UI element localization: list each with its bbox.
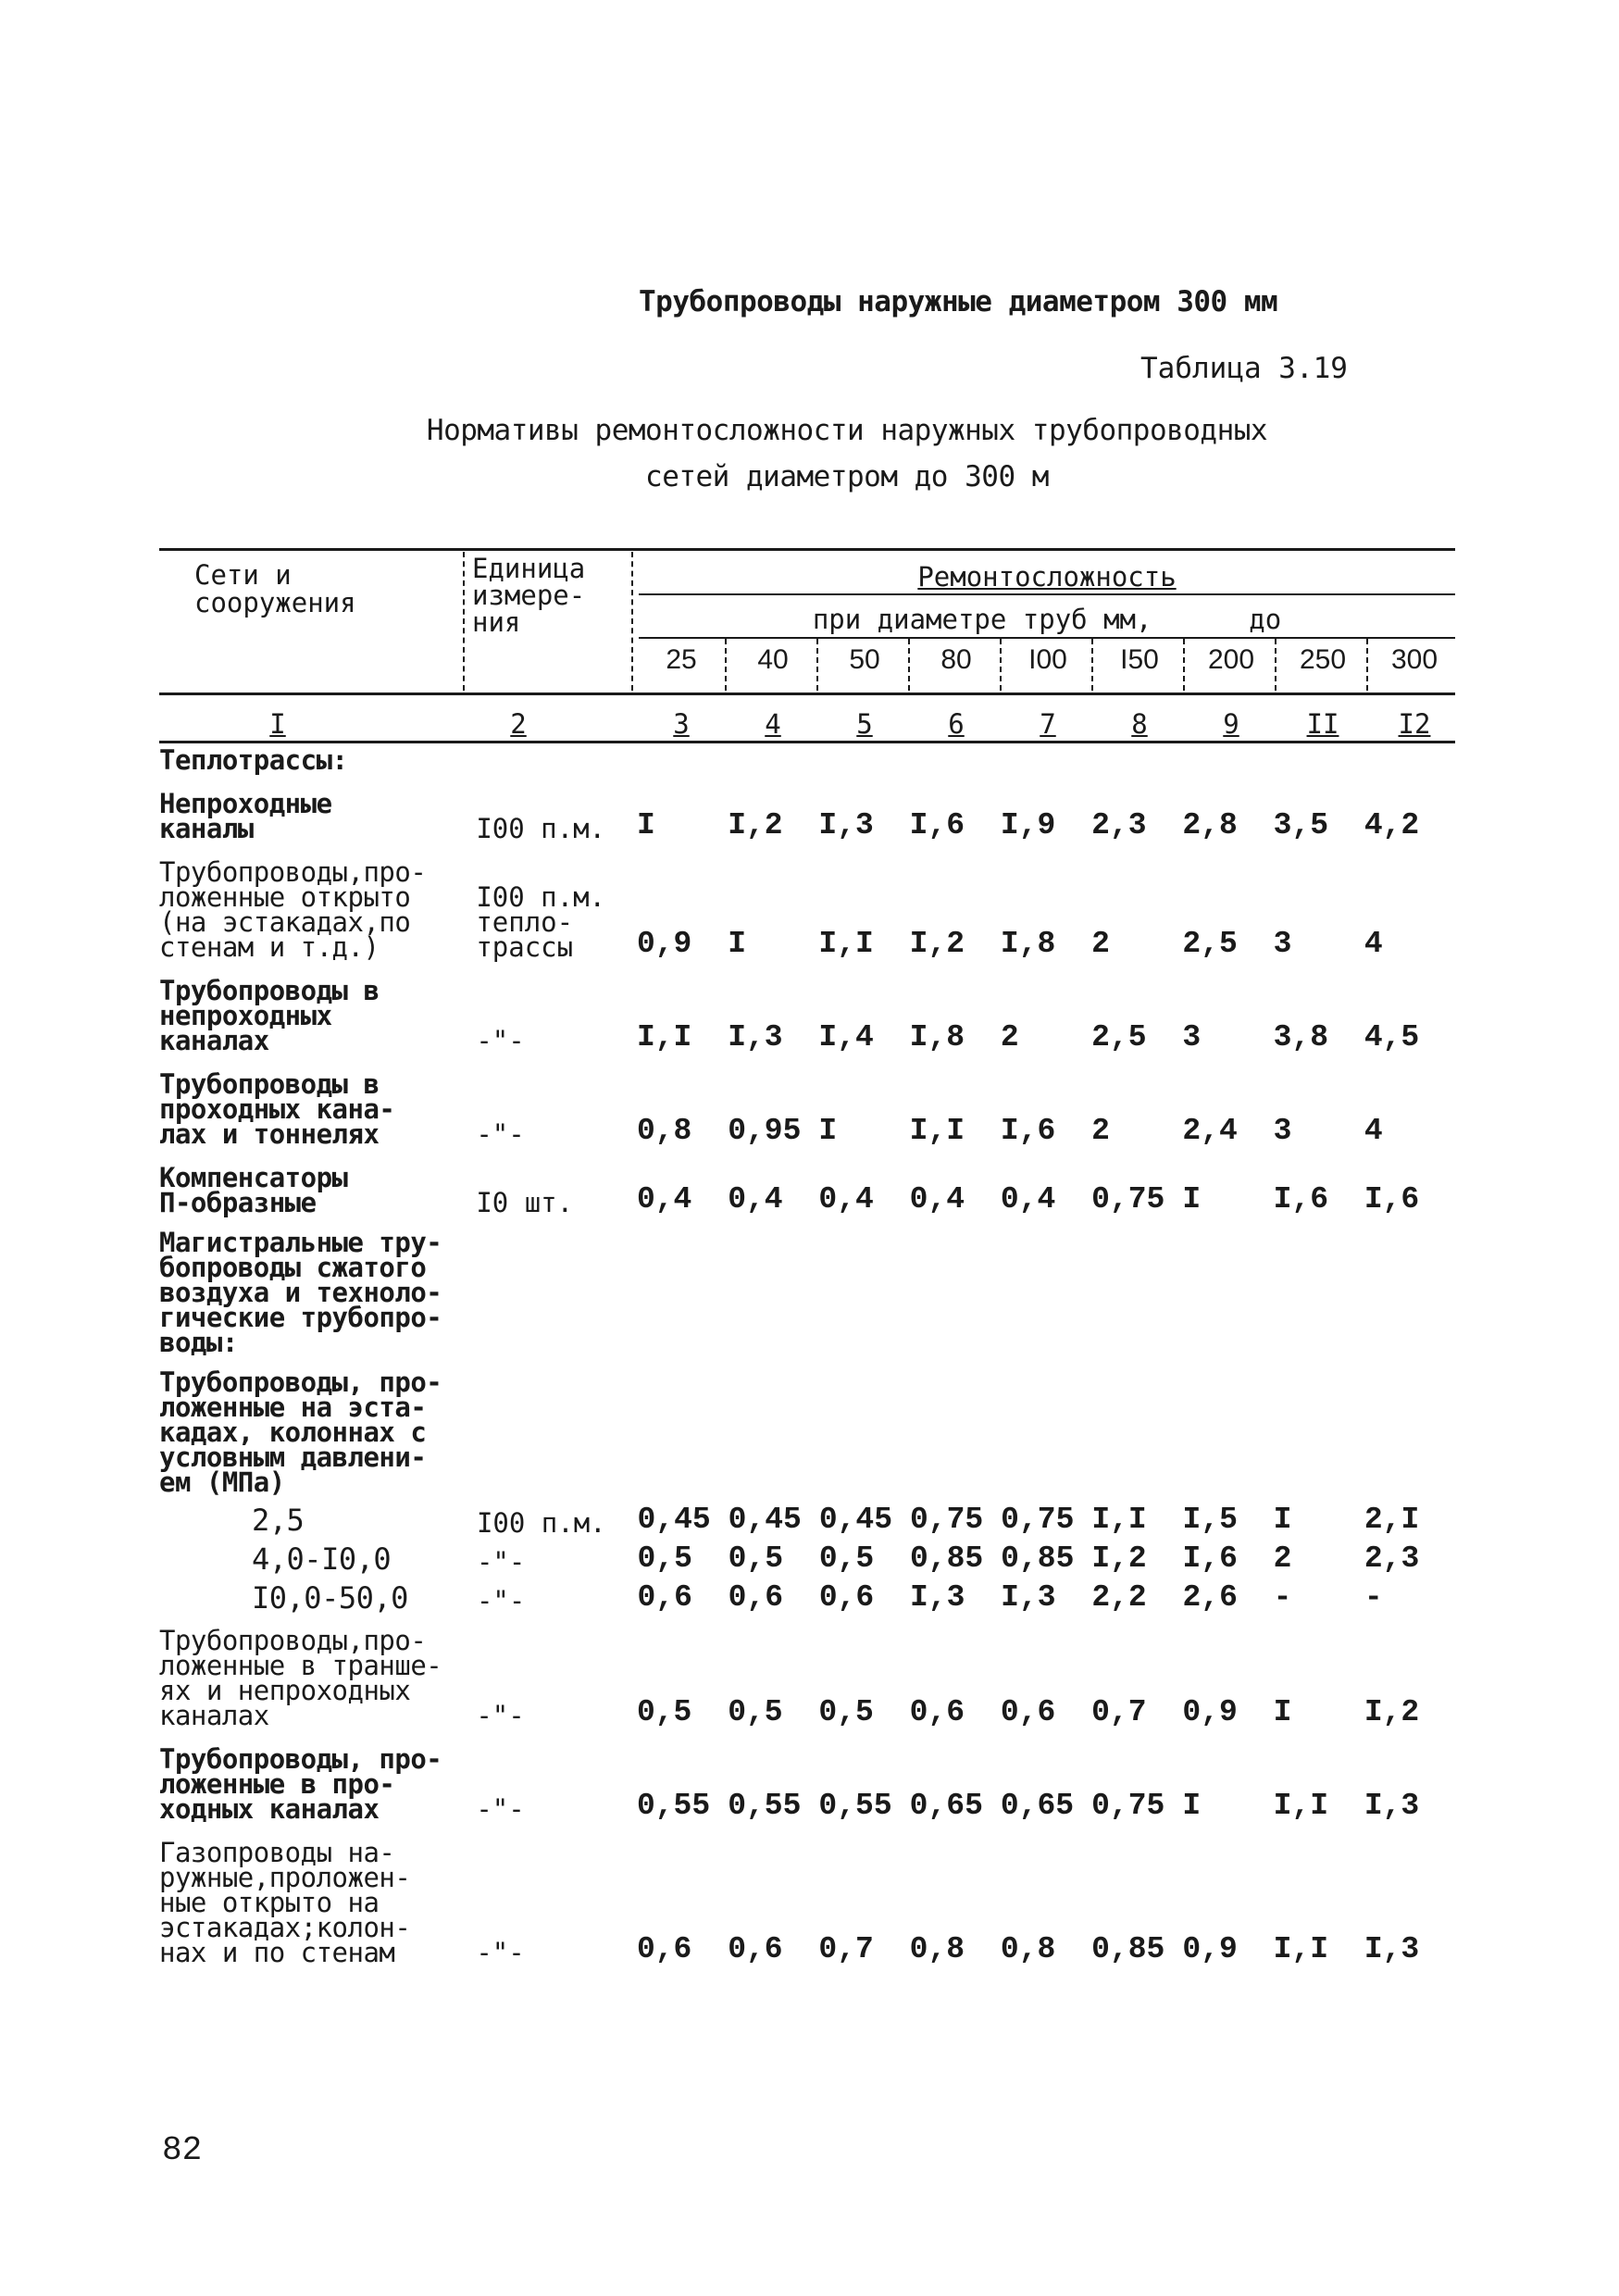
diameter-divider xyxy=(725,639,727,691)
diameter-divider xyxy=(1000,639,1002,691)
column-numbers-rule xyxy=(159,741,1455,743)
row-value: 0,65 xyxy=(1000,1789,1075,1823)
table-row xyxy=(159,1582,1455,1614)
row-unit: -"- xyxy=(476,1793,525,1825)
header-unit: Единица измере- ния xyxy=(472,553,586,638)
table-row xyxy=(159,1068,1455,1150)
row-unit: I0 шт. xyxy=(476,1187,574,1218)
row-value: I,6 xyxy=(909,808,965,842)
row-name: Трубопроводы в проходных кана- лах и тоннелях xyxy=(159,1068,395,1150)
row-value: 0,4 xyxy=(636,1182,692,1217)
row-value: 2,4 xyxy=(1182,1114,1238,1148)
col-divider-2 xyxy=(631,552,633,691)
diameter-header-cell: 25 xyxy=(666,644,697,675)
row-value: 0,75 xyxy=(1091,1789,1165,1823)
row-value: 2 xyxy=(1091,927,1110,961)
row-value: 0,95 xyxy=(728,1114,802,1148)
row-value: 3,8 xyxy=(1273,1020,1329,1054)
row-value: 2,8 xyxy=(1182,808,1238,842)
row-value: I,6 xyxy=(1273,1182,1329,1217)
row-name: Газопроводы на- ружные,проложен- ные открыто на эстакадах;колон- нах и по стенам xyxy=(159,1837,411,1968)
row-value: I,6 xyxy=(1000,1114,1056,1148)
row-value: 3 xyxy=(1273,1114,1292,1148)
row-value: I,2 xyxy=(728,808,783,842)
row-name: Трубопроводы в непроходных каналах xyxy=(159,975,380,1056)
table-row xyxy=(159,1837,1455,1968)
diameter-divider xyxy=(1366,639,1368,691)
row-name: 4,0-I0,0 xyxy=(252,1541,392,1577)
diameter-header-cell: I50 xyxy=(1120,644,1159,675)
row-unit: I00 п.м. xyxy=(476,813,605,844)
row-name: Трубопроводы, про- ложенные в про- ходных каналах xyxy=(159,1743,442,1825)
row-value: 0,7 xyxy=(1091,1695,1147,1729)
diameter-header-cell: 50 xyxy=(849,644,880,675)
column-number: I xyxy=(269,708,286,740)
row-unit: -"- xyxy=(476,1546,526,1578)
row-value: 0,5 xyxy=(818,1695,874,1729)
header-bottom-rule xyxy=(159,693,1455,695)
row-value: 0,8 xyxy=(909,1932,965,1966)
row-unit: I00 п.м. xyxy=(476,1507,606,1539)
diameter-divider xyxy=(908,639,910,691)
diameter-header-cell: 40 xyxy=(757,644,789,675)
page-number: 82 xyxy=(162,2131,203,2169)
row-name: I0,0-50,0 xyxy=(252,1580,408,1616)
header-repair-complexity: Ремонтосложность xyxy=(917,561,1177,593)
row-value: 2,5 xyxy=(1091,1020,1147,1054)
row-value: 0,4 xyxy=(728,1182,783,1217)
row-value: 2,I xyxy=(1364,1503,1420,1537)
diameter-header-cell: I00 xyxy=(1028,644,1067,675)
table-body xyxy=(159,744,1455,1968)
row-value: 0,6 xyxy=(818,1580,875,1615)
column-number: 6 xyxy=(948,708,965,740)
column-number: 5 xyxy=(856,708,873,740)
row-name: Компенсаторы П-образные xyxy=(159,1162,348,1218)
row-value: I xyxy=(1182,1789,1202,1823)
row-value: I,8 xyxy=(1000,927,1056,961)
row-value: 0,5 xyxy=(637,1541,692,1576)
row-value: 0,85 xyxy=(909,1541,984,1576)
row-value: 0,75 xyxy=(1091,1182,1165,1217)
row-value: I xyxy=(818,1114,838,1148)
row-value: 0,65 xyxy=(909,1789,983,1823)
row-value: 0,45 xyxy=(818,1503,893,1537)
diameter-divider xyxy=(1091,639,1093,691)
row-value: 0,85 xyxy=(1091,1932,1165,1966)
row-value: 0,5 xyxy=(728,1695,783,1729)
row-value: 0,75 xyxy=(1001,1503,1075,1537)
row-value: I xyxy=(636,808,655,842)
row-value: 0,6 xyxy=(1000,1695,1056,1729)
row-value: I,6 xyxy=(1364,1182,1420,1217)
row-value: 0,5 xyxy=(728,1541,784,1576)
row-value: 0,45 xyxy=(728,1503,802,1537)
diameter-divider xyxy=(816,639,818,691)
diameter-header-cell: 250 xyxy=(1299,644,1347,675)
row-value: 2 xyxy=(1091,1114,1110,1148)
row-unit: -"- xyxy=(476,1937,525,1968)
row-unit: -"- xyxy=(476,1118,525,1150)
row-value: 0,8 xyxy=(1000,1932,1056,1966)
diameter-header-cell: 80 xyxy=(940,644,972,675)
row-value: 4,5 xyxy=(1364,1020,1420,1054)
table-top-rule xyxy=(159,548,1455,551)
row-value: I,8 xyxy=(909,1020,965,1054)
row-unit: -"- xyxy=(476,1025,525,1056)
row-value: I,2 xyxy=(909,927,965,961)
table-row xyxy=(159,1541,1455,1578)
row-value: I xyxy=(1273,1695,1292,1729)
column-number: 2 xyxy=(510,708,527,740)
row-value: 0,4 xyxy=(818,1182,874,1217)
row-name: Трубопроводы, про- ложенные на эста- кадах, колоннах с условным давлени- ем (МПа) xyxy=(159,1366,442,1498)
row-value: 2 xyxy=(1273,1541,1292,1576)
row-value: 0,9 xyxy=(636,927,692,961)
row-value: 0,6 xyxy=(728,1580,784,1615)
column-number: II xyxy=(1306,708,1339,740)
row-value: I,2 xyxy=(1364,1695,1420,1729)
row-value: I,4 xyxy=(818,1020,874,1054)
diameter-divider xyxy=(1183,639,1185,691)
row-name: Трубопроводы,про- ложенные в транше- ях и непроходных каналах xyxy=(159,1625,442,1731)
row-value: I,3 xyxy=(1364,1932,1420,1966)
row-value: I,6 xyxy=(1182,1541,1238,1576)
row-unit: -"- xyxy=(476,1585,526,1616)
row-value: I,5 xyxy=(1182,1503,1238,1537)
table-row xyxy=(159,1162,1455,1218)
table-row xyxy=(159,1625,1455,1731)
column-number: 7 xyxy=(1040,708,1056,740)
row-value: - xyxy=(1364,1580,1383,1615)
table-row xyxy=(159,856,1455,963)
row-value: 0,55 xyxy=(818,1789,892,1823)
row-name: Теплотрассы: xyxy=(159,744,348,776)
row-value: 3 xyxy=(1273,927,1292,961)
row-value: I,I xyxy=(1091,1503,1147,1537)
column-number: 3 xyxy=(673,708,690,740)
row-value: 0,5 xyxy=(818,1541,875,1576)
row-unit: I00 п.м. тепло- трассы xyxy=(476,881,605,963)
row-value: 0,9 xyxy=(1182,1695,1238,1729)
row-value: I,3 xyxy=(909,1580,965,1615)
table-caption xyxy=(375,407,1319,500)
row-value: 0,8 xyxy=(636,1114,692,1148)
diameter-header-cell: 300 xyxy=(1390,644,1438,675)
row-value: - xyxy=(1273,1580,1292,1615)
row-value: 4 xyxy=(1364,1114,1383,1148)
row-value: 4 xyxy=(1364,927,1383,961)
row-value: 0,6 xyxy=(636,1932,692,1966)
row-value: I xyxy=(1182,1182,1202,1217)
row-value: 4,2 xyxy=(1364,808,1420,842)
table-row xyxy=(159,788,1455,844)
row-value: 3,5 xyxy=(1273,808,1329,842)
row-value: 0,75 xyxy=(909,1503,984,1537)
row-value: 0,9 xyxy=(1182,1932,1238,1966)
row-value: 2,2 xyxy=(1091,1580,1147,1615)
column-number: 4 xyxy=(765,708,781,740)
row-value: 0,5 xyxy=(636,1695,692,1729)
row-value: 0,45 xyxy=(637,1503,711,1537)
header-diameter-caption: при диаметре труб мм, до xyxy=(812,604,1282,635)
row-value: 3 xyxy=(1182,1020,1202,1054)
row-value: 0,7 xyxy=(818,1932,874,1966)
column-number: 9 xyxy=(1223,708,1239,740)
row-name: Трубопроводы,про- ложенные открыто (на эстакадах,по стенам и т.д.) xyxy=(159,856,427,963)
row-value: I,3 xyxy=(818,808,874,842)
table-row xyxy=(159,1503,1455,1539)
table-row xyxy=(159,744,1455,776)
row-value: I xyxy=(1273,1503,1292,1537)
row-value: I,9 xyxy=(1000,808,1056,842)
row-value: 0,55 xyxy=(636,1789,711,1823)
row-value: 2,3 xyxy=(1364,1541,1420,1576)
row-value: 0,4 xyxy=(909,1182,965,1217)
row-value: 0,6 xyxy=(637,1580,692,1615)
row-value: 0,6 xyxy=(728,1932,783,1966)
row-value: I xyxy=(728,927,746,961)
row-name: 2,5 xyxy=(252,1503,305,1538)
row-value: I,3 xyxy=(1364,1789,1420,1823)
diameter-header-cell: 200 xyxy=(1207,644,1255,675)
header-group-rule xyxy=(639,593,1455,595)
row-name: Магистральные тру- бопроводы сжатого воздуха и техноло- гические трубопро- воды: xyxy=(159,1227,442,1358)
table-row xyxy=(159,1743,1455,1825)
table-row xyxy=(159,1227,1455,1358)
row-value: 2,6 xyxy=(1182,1580,1238,1615)
column-number: I2 xyxy=(1398,708,1431,740)
row-value: 0,85 xyxy=(1001,1541,1075,1576)
row-value: 2,3 xyxy=(1091,808,1147,842)
page-title: Трубопроводы наружные диаметром 300 мм xyxy=(639,285,1278,318)
row-value: I,I xyxy=(1273,1932,1329,1966)
row-value: I,2 xyxy=(1091,1541,1147,1576)
table-row xyxy=(159,1366,1455,1498)
row-value: I,3 xyxy=(1001,1580,1056,1615)
caption-line-2: сетей диаметром до 300 м xyxy=(645,460,1049,493)
column-number: 8 xyxy=(1131,708,1148,740)
table-row xyxy=(159,975,1455,1056)
col-divider-1 xyxy=(463,552,465,691)
caption-line-1: Нормативы ремонтосложности наружных трубопроводных xyxy=(426,414,1268,447)
row-value: I,I xyxy=(636,1020,692,1054)
row-value: 0,6 xyxy=(909,1695,965,1729)
row-value: I,I xyxy=(909,1114,965,1148)
row-value: 2 xyxy=(1000,1020,1019,1054)
row-value: 2,5 xyxy=(1182,927,1238,961)
header-subgroup-rule xyxy=(639,637,1455,639)
row-value: I,I xyxy=(1273,1789,1329,1823)
header-networks: Сети и сооружения xyxy=(194,559,356,618)
row-unit: -"- xyxy=(476,1700,525,1731)
row-value: I,I xyxy=(818,927,874,961)
row-value: 0,55 xyxy=(728,1789,802,1823)
diameter-divider xyxy=(1275,639,1277,691)
row-name: Непроходные каналы xyxy=(159,788,332,844)
table-label: Таблица 3.19 xyxy=(1140,352,1348,385)
row-value: 0,4 xyxy=(1000,1182,1056,1217)
row-value: I,3 xyxy=(728,1020,783,1054)
